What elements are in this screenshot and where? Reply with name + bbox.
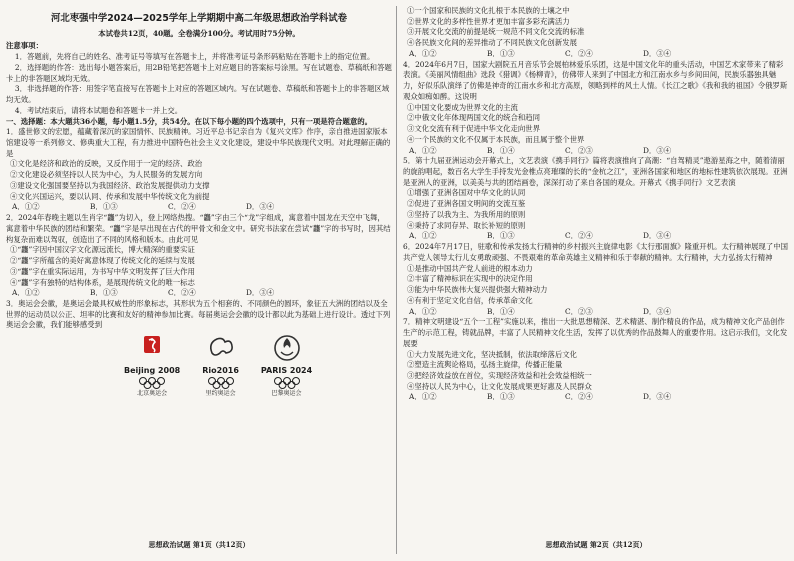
question-2-stem: 2．2024年春晚主题以生肖字“龘”为切入，登上网络热搜。“龘”字由三个“龙”字组成，寓意着中国龙在天空中飞舞，寓意着中华民族的团结和繁荣。“龘”字是早出现在古代的甲骨文和金文中。研究书法家在尝试“龘”字的书写时，因其结构复杂而难以驾驭，创造出了不同的风格和版本。由此可见 xyxy=(6,213,391,244)
question-7-stem: 7．精神文明建设“五个一工程”实施以来，推出一大批思想精深、艺术精湛、制作精良的作品，成为精神文化产品创作生产的示范工程，铸就品牌，丰富了人民精神文化生活，发挥了以优秀的作品鼓舞人的重要作用。这启示我们，文化发展要 xyxy=(403,317,788,348)
exam-meta: 本试卷共12页，40题。全卷满分100分。考试用时75分钟。 xyxy=(98,28,300,38)
q1-option-a: A．①② xyxy=(12,202,40,212)
beijing-emblem-icon xyxy=(135,335,169,365)
q1-option-c: C．②④ xyxy=(168,202,196,212)
q4-option-b: B．①④ xyxy=(487,145,515,155)
note-4: 4．考试结束后，请将本试题卷和答题卡一并上交。 xyxy=(14,105,183,115)
beijing-brand: Beijing 2008 xyxy=(124,366,181,376)
q2-item: ③“龘”字在重实际运用，为书写中华文明发挥了巨大作用 xyxy=(10,266,195,276)
q7-option-b: B．①③ xyxy=(487,392,515,402)
q5-item: ④秉持了求同存异、取长补短的原则 xyxy=(407,220,526,230)
question-3-stem: 3．奥运会会徽，是奥运会最具权威性的形象标志，其形状为五个相套的、不同颜色的圆环，象征五大洲的团结以及全世界的运动员以公正、坦率的比赛和友好的精神参加比赛。每届奥运会会徽的设计都以此为基础上进行设计。透过下列奥运会会徽，我们能够感受到 xyxy=(6,298,391,330)
q4-item: ③文化交流有利于促进中华文化走向世界 xyxy=(407,124,541,134)
q2-options xyxy=(6,288,392,299)
q5-option-c: C．②④ xyxy=(565,231,593,241)
q7-item: ②塑造主流舆论格局，弘扬主旋律，传播正能量 xyxy=(407,360,563,370)
paris-emblem-icon xyxy=(270,335,304,365)
page-divider xyxy=(396,6,397,554)
q3-option-b: B．①③ xyxy=(487,48,515,58)
q6-option-b: B．①④ xyxy=(487,306,515,316)
q3-item: ②世界文化的多样性世界才更加丰富多彩充满活力 xyxy=(407,16,570,26)
q6-option-c: C．②③ xyxy=(565,306,593,316)
rio-2016-emblem xyxy=(202,335,239,398)
q6-item: ②丰富了精神标识在实现中的决定作用 xyxy=(407,274,533,284)
right-page xyxy=(403,6,789,554)
note-1: 1．答题前，先将自己的姓名、准考证号等填写在答题卡上，并将准考证号条形码粘贴在答题卡上的指定位置。 xyxy=(14,52,375,62)
q2-option-b: B．①③ xyxy=(90,288,118,298)
beijing-2008-emblem xyxy=(124,335,180,398)
q7-options xyxy=(403,392,789,403)
q3-option-a: A．①② xyxy=(409,48,437,58)
q6-option-d: D．③④ xyxy=(643,306,672,316)
q7-item: ③把经济效益放在首位，实现经济效益和社会效益相统一 xyxy=(407,370,592,380)
q6-option-a: A．①② xyxy=(409,306,437,316)
q5-item: ③坚持了以我为主、为我所用的原则 xyxy=(407,209,526,219)
q4-option-a: A．①② xyxy=(409,145,437,155)
q4-item: ①中国文化要成为世界文化的主流 xyxy=(407,102,518,112)
q3-option-c: C．②④ xyxy=(565,48,593,58)
beijing-caption: 北京奥运会 xyxy=(137,389,168,397)
q2-option-c: C．②④ xyxy=(168,288,196,298)
olympic-rings-icon xyxy=(206,377,236,389)
q1-item: ③建设文化强国要坚持以为我国经济、政治发展提供动力支撑 xyxy=(10,180,210,190)
question-5-stem: 5．第十九届亚洲运动会开幕式上，文艺表演《携手同行》篇将表演推向了高潮：“自驾精灵”遨游星海之中，随着清丽的旋韵唱起，数百名大学生手持发光金椎点亮璀璨的长的“金杭之江”，亚洲各国家和地区的地标性建筑依次展现。亚洲是亚洲人的亚洲，以美美与共的团结画卷，深深打动了来自各国的观众。开幕式《携手同行》文艺表演 xyxy=(403,156,788,187)
q5-option-d: D．③④ xyxy=(643,231,672,241)
section-heading: 一、选择题：本大题共36小题，每小题1.5分，共54分。在以下每小题的四个选项中，只有一项是符合题意的。 xyxy=(6,116,373,126)
olympic-rings-icon xyxy=(137,377,167,389)
q3-item: ④各民族文化间的差异推动了不同民族文化创新发展 xyxy=(407,38,577,48)
q2-item: ④“龘”字有独特的结构体系，是展现传统文化的唯一标志 xyxy=(10,277,195,287)
q3-item: ①一个国家和民族的文化扎根于本民族的土壤之中 xyxy=(407,6,570,15)
q2-option-a: A．①② xyxy=(12,288,40,298)
question-6-stem: 6．2024年7月17日，驻歌和传承发扬太行精神的乡村振兴主旋律电影《太行那面旗》隆重开机。太行精神展现了中国共产党人领导太行儿女勇敢顽强、不畏艰难的革命英雄主义精神和乐于奉献的精神。太行精神，大力弘扬太行精神 xyxy=(403,242,788,262)
q2-option-d: D．③④ xyxy=(246,288,275,298)
q5-item: ②促进了亚洲各国文明间的交流互鉴 xyxy=(407,199,526,209)
q6-item: ④有利于坚定文化自信，传承革命文化 xyxy=(407,295,533,305)
q6-options xyxy=(403,307,789,318)
q5-option-a: A．①② xyxy=(409,231,437,241)
q1-option-d: D．③④ xyxy=(246,202,275,212)
rio-caption: 里约奥运会 xyxy=(205,389,236,397)
rio-emblem-icon xyxy=(204,335,238,365)
q6-item: ①是推动中国共产党人前进的根本动力 xyxy=(407,263,533,273)
q7-item: ④坚持以人民为中心，让文化发展成果更好惠及人民群众 xyxy=(407,381,592,391)
question-4-stem: 4．2024年6月7日，国家大剧院五月音乐节会展柏林爱乐乐团，这是中国文化年的重头活动，中国艺术家带来了精彩表演。《美丽风情组曲》选段《猎调》《杨柳青》，仿佛带人来到了中国北方和江南水乡与乡间田间，民族乐器独具魅力，好似乐队演绎了仿佛是神奇的江南水乡和北方高原，领略到样的风土人情。《长江之歌》《我和我的祖国》令俄罗斯观众如痴如醉。这说明 xyxy=(403,59,788,101)
paris-2024-emblem xyxy=(261,335,312,398)
note-3: 3．非选择题的作答：用签字笔直接写在答题卡上对应的答题区域内。写在试题卷、草稿纸和答题卡上的非答题区域均无效。 xyxy=(6,84,390,105)
q3-options xyxy=(403,49,789,60)
q3-item: ③开展文化交流的前提是统一规范不同文化交流的标准 xyxy=(407,27,585,37)
left-page xyxy=(6,6,392,554)
q7-item: ①大力发展先进文化，坚决抵制，依法取缔落后文化 xyxy=(407,349,577,359)
q2-item: ①“龘”字因中国汉字文化源远流长，博大精深的重要实证 xyxy=(10,245,195,255)
page-footer-1: 思想政治试题 第1页（共12页） xyxy=(148,539,250,549)
q4-option-d: D．③④ xyxy=(643,145,672,155)
olympic-rings-icon xyxy=(272,377,302,389)
q2-item: ②“龘”字所蕴含的美好寓意体现了传统文化的延续与发展 xyxy=(10,256,195,266)
q4-item: ④一个民族的文化不仅属于本民族，而且属于整个世界 xyxy=(407,134,585,144)
question-1-stem: 1．盛世修文的宏愿，蕴藏着深沉的家国情怀、民族精神。习近平总书记亲自为《复兴文库》作序，亲自推进国家版本馆建设等一系列修文、修典重大工程，有力推进中国特色社会主义文化建设，建设中华民族现代文明。对此理解正确的是 xyxy=(6,127,391,158)
q1-options xyxy=(6,202,392,213)
q5-options xyxy=(403,231,789,242)
q3-option-d: D．③④ xyxy=(643,48,672,58)
page-footer-2: 思想政治试题 第2页（共12页） xyxy=(545,539,647,549)
note-2: 2．选择题的作答：选出每小题答案后，用2B铅笔把答题卡上对应题目的答案标号涂黑。写在试题卷、草稿纸和答题卡上的非答题区域均无效。 xyxy=(6,62,392,83)
notes-heading: 注意事项： xyxy=(6,41,43,51)
q4-item: ②中俄文化年体现两国文化的统合和趋同 xyxy=(407,113,541,123)
q1-option-b: B．①③ xyxy=(90,202,118,212)
q7-option-c: C．②④ xyxy=(565,392,593,402)
q6-item: ③能为中华民族伟大复兴提供强大精神动力 xyxy=(407,285,548,295)
q7-option-a: A．①② xyxy=(409,392,437,402)
olympic-emblems xyxy=(6,335,392,398)
q4-option-c: C．②③ xyxy=(565,145,593,155)
q5-option-b: B．①③ xyxy=(487,231,515,241)
paris-caption: 巴黎奥运会 xyxy=(271,389,302,397)
q7-option-d: D．③④ xyxy=(643,392,672,402)
exam-title: 河北枣强中学2024—2025学年上学期期中高二年级思想政治学科试卷 xyxy=(51,13,347,24)
paris-brand: PARIS 2024 xyxy=(260,366,313,376)
rio-brand: Rio2016 xyxy=(202,366,239,376)
q1-item: ①文化是经济和政治的反映，又反作用于一定的经济、政治 xyxy=(10,159,203,169)
q1-item: ②文化建设必须坚持以人民为中心，为人民服务的发展方向 xyxy=(10,170,203,180)
q5-item: ①增强了亚洲各国对中华文化的认同 xyxy=(407,188,526,198)
q4-options xyxy=(403,146,789,157)
q1-item: ④文化兴国运兴，要以认同、传承和发展中华传统文化为前提 xyxy=(10,191,210,201)
